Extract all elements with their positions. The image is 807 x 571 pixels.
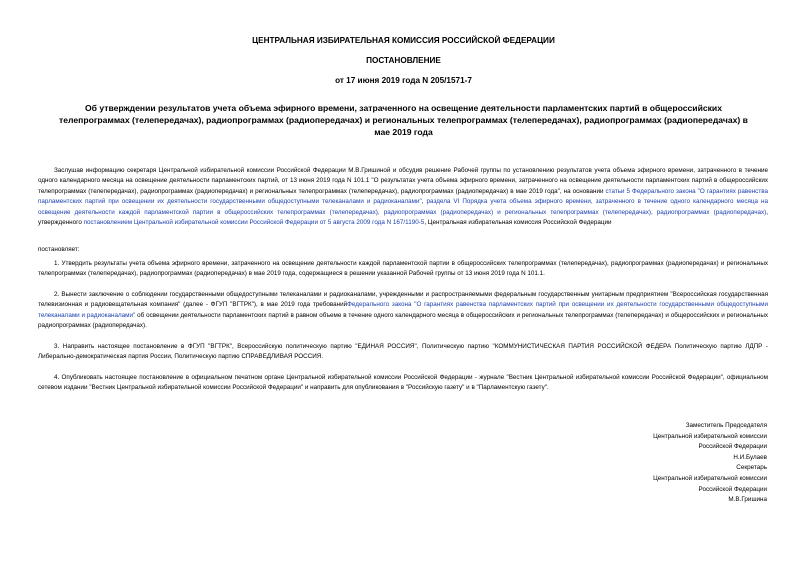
signatory-2-name: М.В.Гришина [728, 496, 767, 504]
signatory-2-organization: Центральной избирательной комиссии [653, 474, 767, 482]
signatory-1-position: Заместитель Председателя [685, 422, 767, 429]
agency-heading: ЦЕНТРАЛЬНАЯ ИЗБИРАТЕЛЬНАЯ КОМИССИЯ РОССИЙСКОЙ ФЕДЕРАЦИИ [252, 36, 555, 45]
item-3: 3. Направить настоящее постановление в ФГУП "ВГТРК", Всероссийскую политическую партию "ЕДИНАЯ РОССИЯ", Политическую партию "КОММУНИСТИЧЕСКАЯ ПАРТИЯ РОССИЙСКОЙ ФЕДЕРА Политическую партию ЛДПР - Либерально-демократическая партия России, Политическую партию СПРАВЕДЛИВАЯ РОССИЯ. [38, 343, 768, 361]
signatory-2-country: Российской Федерации [698, 485, 767, 493]
intro-paragraph [38, 166, 768, 228]
intro-text-4: , Центральная избирательная комиссия Российской Федерации [424, 219, 612, 227]
intro-text-1: Заслушав информацию секретаря Центральной избирательной комиссии Российской Федерации М.В.Гришиной и обсудив решение Рабочей группы по установлению результатов учета объема эфирного времени, затраченного в течение одного календарного месяца на освещение деятельности парламентских партий, от 13 июня 2019 года N 101.1 "О результатах учета объема эфирного времени, затраченного на освещение деятельности парламентских партий в общероссийских телепрограммах (телепередачах), радиопрограммах (радиопередачах) и региональных телепрограммах (телепередачах), радиопрограммах (радиопередачах) в мае 2019 года", на основании [38, 167, 768, 195]
item-2-text-2: об освещении деятельности парламентских партий в равном объеме в течение одного календарного месяца в общероссийских и региональных телепрограммах (телепередачах) и общероссийских и региональных радиопрограммах (радиопередачах). [38, 311, 768, 330]
document-type: ПОСТАНОВЛЕНИЕ [366, 56, 441, 65]
item-2 [38, 290, 768, 332]
intro-text-2: , [421, 198, 427, 206]
document-date-number: от 17 июня 2019 года N 205/1571-7 [335, 76, 472, 85]
resolution-link[interactable]: постановлением Центральной избирательной комиссии Российской Федерации от 5 августа 2009 года N 167/1190-5 [83, 219, 425, 227]
item-2-text-1: 2. Вынести заключение о соблюдении государственными общедоступными телеканалами и радиоканалами, учрежденными и распространяемыми федеральным государственным унитарным предприятием "Всероссийская государственная телевизионная и радиовещательная компания" (далее - ФГУП "ВГТРК"), в мае 2019 года требований [38, 291, 768, 309]
law-article-link[interactable]: статьи 5 Федерального закона "О гарантиях равенства парламентских партий при освещении их деятельности государственными общедоступными телеканалами и радиоканалами" [38, 187, 768, 206]
signatory-1-country: Российской Федерации [698, 443, 767, 451]
signatory-1-name: Н.И.Булаев [733, 453, 767, 461]
signatory-1-organization: Центральной избирательной комиссии [653, 432, 767, 440]
signature-block [547, 421, 767, 506]
resolves-label: постановляет: [38, 246, 80, 253]
item-4: 4. Опубликовать настоящее постановление в официальном печатном органе Центральной избирательной комиссии Российской Федерации - журнале "Вестник Центральной избирательной комиссии Российской Федерации", официальном сетевом издании "Вестник Центральной избирательной комиссии Российской Федерации" и направить для опубликования в "Российскую газету" и в "Парламентскую газету". [38, 374, 768, 392]
signatory-2-position: Секретарь [736, 464, 767, 472]
item-1: 1. Утвердить результаты учета объема эфирного времени, затраченного на освещение деятельности каждой парламентской партии в общероссийских телепрограммах (телепередачах), радиопрограммах (радиопередачах) и региональных телепрограммах (телепередачах), радиопрограммах (радиопередачах) в мае 2019 года, содержащиеся в решении указанной Рабочей группы от 13 июня 2019 года N 101.1. [38, 260, 768, 278]
procedure-section-link[interactable]: раздела VI Порядка учета объема эфирного времени, затраченного в течение одного календарного месяца на освещение деятельности каждой парламентской партии в общероссийских телепрограммах (телепередачах), радиопрограммах (радиопередачах) и региональных телепрограммах (телепередачах), радиопрограммах (радиопередачах) [38, 198, 769, 216]
federal-law-link[interactable]: Федерального закона "О гарантиях равенства парламентских партий при освещении их деятельности государственными общедоступными телеканалами и радиоканалами" [38, 301, 768, 319]
document-title: Об утверждении результатов учета объема эфирного времени, затраченного на освещение деятельности парламентских партий в общероссийских телепрограммах (телепередачах), радиопрограммах (радиопередачах) и региональных телепрограммах (телепередачах), радиопрограммах (радиопередачах) в мае 2019 года [59, 103, 748, 137]
intro-text-3: , утвержденного [38, 208, 768, 227]
